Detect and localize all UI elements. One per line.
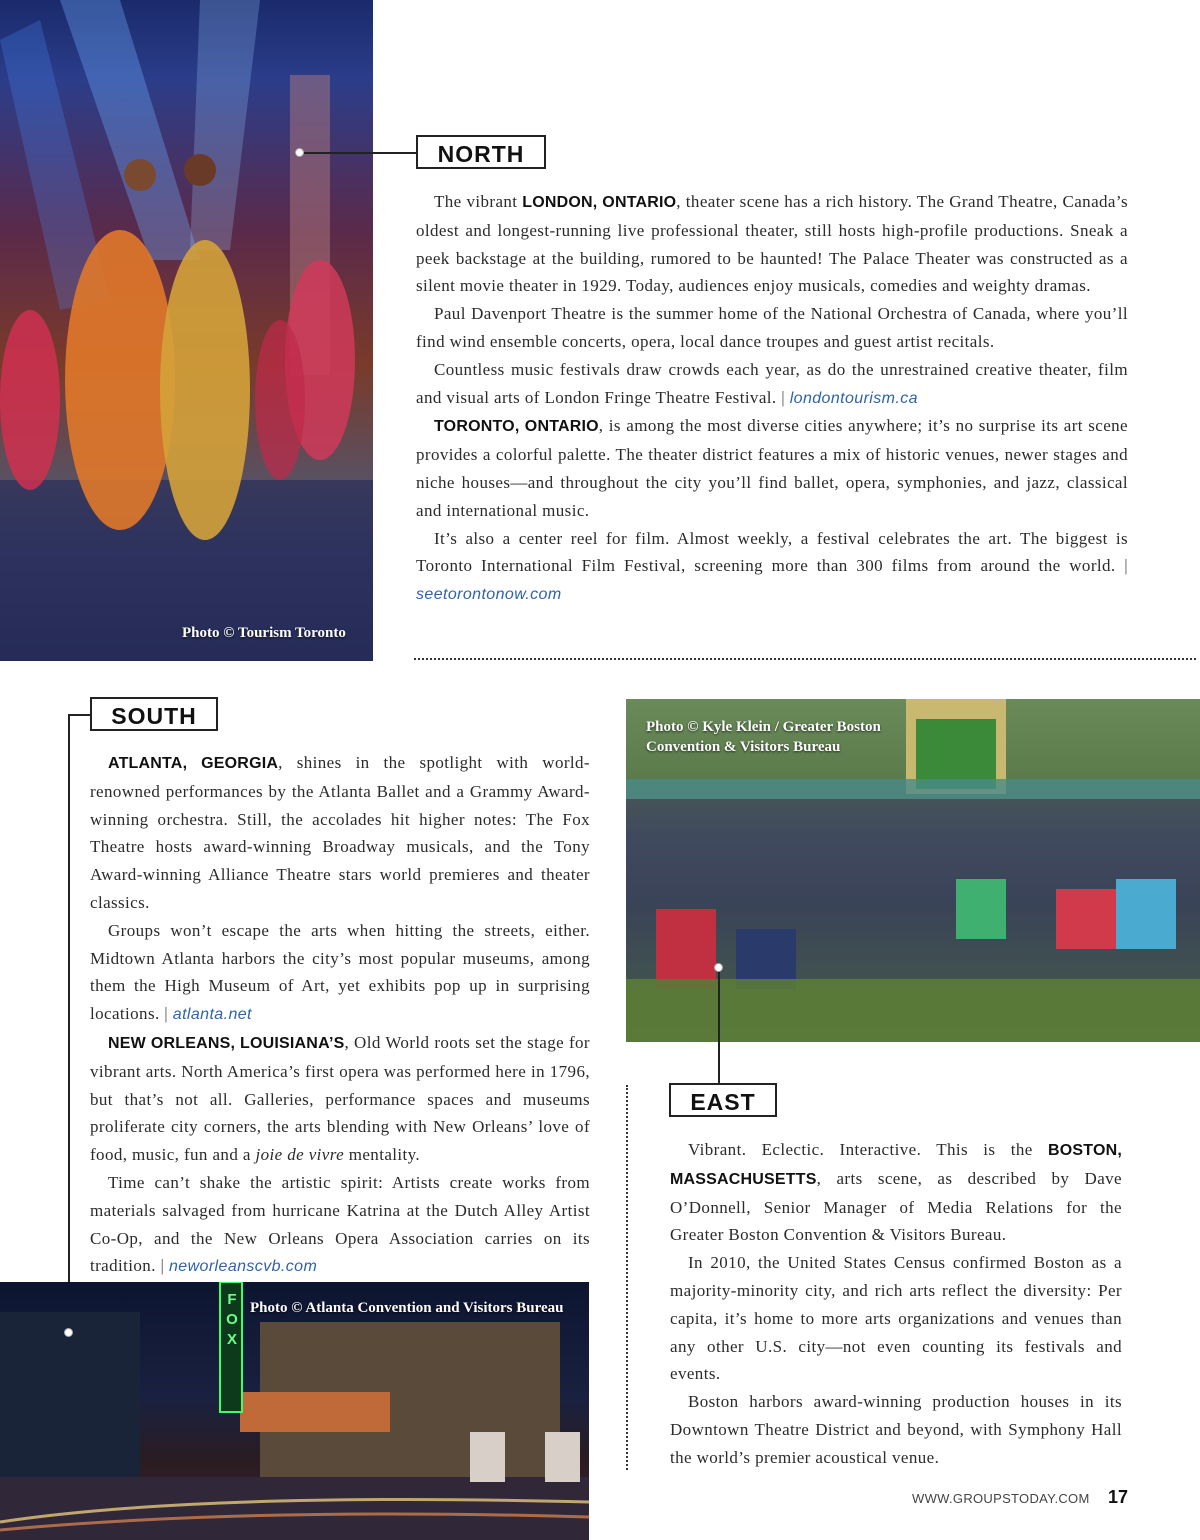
north-section-label: NORTH: [416, 135, 546, 169]
fox-sign-letters: FOX: [226, 1291, 238, 1348]
south-leader-dot: [64, 1328, 73, 1337]
east-section-label: EAST: [669, 1083, 777, 1117]
south-paragraph-katrina: [90, 1169, 590, 1281]
city-toronto-ontario: TORONTO, ONTARIO: [434, 418, 599, 436]
section-divider: [414, 658, 1196, 660]
link-londontourism[interactable]: londontourism.ca: [789, 389, 918, 407]
south-p3-end: mentality.: [344, 1145, 421, 1165]
north-article-text: [416, 188, 1128, 609]
north-photo-dancers: [0, 0, 373, 661]
separator: |: [781, 387, 786, 407]
south-p1-body: , shines in the spotlight with world-renowned performances by the Atlanta Ballet and a Grammy Award-winning orchestra. Still, the accolades hit higher notes: The Fox Theatre hosts award-winning Broadway musicals, and the Tony Award-winning Alliance Theatre stars world premieres and theater classics.: [90, 753, 590, 912]
south-article-text: [90, 749, 590, 1281]
south-paragraph-atlanta: [90, 749, 590, 917]
north-photo-credit: Photo © Tourism Toronto: [182, 625, 346, 641]
south-p3-italic: joie de vivre: [255, 1145, 345, 1165]
north-p3-body: Countless music festivals draw crowds each year, as do the unrestrained creative theater, film and visual arts of London Fringe Theatre Festival.: [416, 359, 1128, 407]
south-photo-fox-theatre: [0, 1282, 589, 1540]
north-paragraph-london: [416, 188, 1128, 300]
north-paragraph-davenport: Paul Davenport Theatre is the summer home of the National Orchestra of Canada, where you’ll find wind ensemble concerts, opera, local dance troupes and guest artist recitals.: [416, 304, 1128, 351]
south-p4-body: Time can’t shake the artistic spirit: Artists create works from materials salvaged from hurricane Katrina at the Dutch Alley Artist Co-Op, and the New Orleans Opera Association carries on its tradition.: [90, 1172, 590, 1276]
south-p2-body: Groups won’t escape the arts when hitting the streets, either. Midtown Atlanta harbors the city’s most popular museums, among them the High Museum of Art, yet exhibits pop up in surprising locations.: [90, 920, 590, 1024]
east-p1-body: , arts scene, as described by Dave O’Donnell, Senior Manager of Media Relations for the Greater Boston Convention & Visitors Bureau.: [670, 1168, 1122, 1245]
city-atlanta-georgia: ATLANTA, GEORGIA: [108, 755, 279, 772]
page-number: 17: [1108, 1487, 1129, 1507]
south-section-label: SOUTH: [90, 697, 218, 731]
south-paragraph-new-orleans: [90, 1029, 590, 1169]
east-article-text: [670, 1136, 1122, 1472]
city-new-orleans: NEW ORLEANS, LOUISIANA’S: [108, 1034, 345, 1052]
east-leader-line: [718, 972, 720, 1083]
south-photo-credit: Photo © Atlanta Convention and Visitors Bureau: [250, 1300, 564, 1316]
south-leader-horizontal: [68, 714, 90, 716]
east-p1-lead: Vibrant. Eclectic. Interactive. This is the: [688, 1140, 1048, 1159]
north-leader-dot: [295, 148, 304, 157]
north-paragraph-film: [416, 525, 1128, 609]
east-photo-outdoor-theater: [626, 699, 1200, 1042]
north-p1-body: , theater scene has a rich history. The Grand Theatre, Canada’s oldest and longest-running live professional theater, still hosts high-profile productions. Sneak a peek backstage at the building, rumored to be haunted! The Palace Theater was constructed as a silent movie theater in 1929. Today, audiences enjoy musicals, comedies and weighty dramas.: [416, 192, 1128, 296]
east-photo-credit: Photo © Kyle Klein / Greater Boston Convention & Visitors Bureau: [646, 719, 881, 755]
east-leader-dot: [714, 963, 723, 972]
link-seetorontonow[interactable]: seetorontonow.com: [416, 586, 562, 604]
link-neworleanscvb[interactable]: neworleanscvb.com: [168, 1258, 318, 1276]
south-leader-vertical: [68, 714, 70, 1328]
north-paragraph-festivals: [416, 356, 1128, 413]
link-atlanta-net[interactable]: atlanta.net: [172, 1006, 252, 1024]
east-paragraph-theatre-district: Boston harbors award-winning production houses in its Downtown Theatre District and beyond, with Symphony Hall the world’s premier acoustical venue.: [670, 1392, 1122, 1467]
south-paragraph-streets: [90, 917, 590, 1029]
east-paragraph-boston: [670, 1136, 1122, 1249]
separator: |: [1124, 556, 1128, 576]
north-leader-line: [304, 152, 416, 154]
north-paragraph-toronto: [416, 412, 1128, 524]
north-p5-body: It’s also a center reel for film. Almost weekly, a festival celebrates the art. The biggest is Toronto International Film Festival, screening more than 300 films from around the world.: [416, 528, 1128, 576]
south-p3-body: , Old World roots set the stage for vibrant arts. North America’s first opera was performed here in 1796, but that’s not all. Galleries, performance spaces and museums proliferate city corners, the arts blending with New Orleans’ love of food, music, fun and a: [90, 1032, 590, 1165]
north-p1-lead: The vibrant: [434, 192, 523, 211]
north-p4-body: , is among the most diverse cities anywhere; it’s no surprise its art scene provides a colorful palette. The theater district features a mix of historic venues, newer stages and niche houses—and throughout the city you’ll find ballet, opera, symphonies, and jazz, classical and international music.: [416, 416, 1128, 520]
east-paragraph-census: In 2010, the United States Census confirmed Boston as a majority-minority city, and rich arts reflect the diversity: Per capita, it’s home to more arts organizations and venues than any other U.S. city—not even counting its festivals and events.: [670, 1253, 1122, 1384]
separator: |: [160, 1256, 165, 1276]
separator: |: [164, 1004, 169, 1024]
city-boston-massachusetts: BOSTON, MASSACHUSETTS: [670, 1142, 1122, 1188]
footer-website: WWW.GROUPSTODAY.COM: [912, 1491, 1090, 1506]
column-divider: [626, 1085, 628, 1470]
city-london-ontario: LONDON, ONTARIO: [522, 194, 677, 211]
